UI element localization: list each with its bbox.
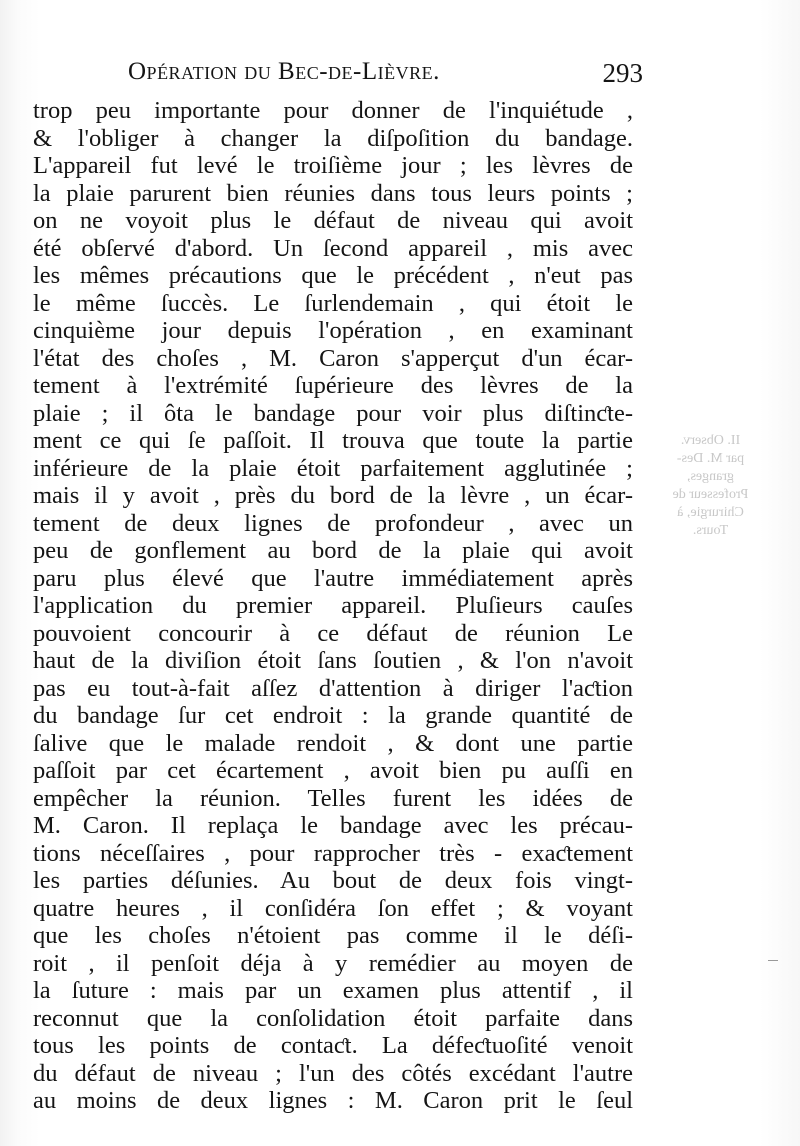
- margin-note-line: par M. Des-: [676, 451, 745, 466]
- text-line: tous les points de contaƈt. La défeƈtuoſité venoit: [33, 1032, 633, 1059]
- text-line: inférieure de la plaie étoit parfaitement agglutinée ;: [33, 454, 633, 482]
- text-line: la plaie parurent bien réunies dans tous leurs points ;: [33, 179, 633, 207]
- text-line: quatre heures , il conſidéra ſon effet ; & voyant: [33, 894, 633, 922]
- margin-note-line: Tours.: [692, 523, 729, 538]
- text-line: paſſoit par cet écartement , avoit bien pu auſſi en: [33, 757, 633, 784]
- page-header: [128, 58, 643, 98]
- text-line: tions néceſſaires , pour rapprocher très - exaƈtement: [33, 839, 633, 867]
- text-line: ment ce qui ſe paſſoit. Il trouva que toute la partie: [33, 427, 633, 454]
- text-line: du défaut de niveau ; l'un des côtés excédant l'autre: [33, 1059, 633, 1087]
- text-line: été obſervé d'abord. Un ſecond appareil , mis avec: [33, 234, 633, 262]
- text-line: tement de deux lignes de profondeur , avec un: [33, 509, 633, 537]
- text-line: L'appareil fut levé le troiſième jour ; les lèvres de: [33, 152, 633, 179]
- text-line: l'application du premier appareil. Pluſieurs cauſes: [33, 592, 633, 619]
- bleed-through-margin-note: [648, 432, 773, 540]
- text-line: on ne voyoit plus le défaut de niveau qui avoit: [33, 207, 633, 234]
- text-line: ſalive que le malade rendoit , & dont une partie: [33, 729, 633, 757]
- text-line: les parties déſunies. Au bout de deux fois vingt-: [33, 867, 633, 894]
- text-line: M. Caron. Il replaça le bandage avec les précau-: [33, 812, 633, 839]
- margin-note-line: Professeur de: [672, 487, 749, 502]
- text-line: pas eu tout-à-fait aſſez d'attention à diriger l'aƈtion: [33, 674, 633, 702]
- text-line: l'état des choſes , M. Caron s'apperçut d'un écar-: [33, 344, 633, 372]
- running-head: Opération du Bec-de-Lièvre.: [128, 58, 440, 85]
- text-line: mais il y avoit , près du bord de la lèvre , un écar-: [33, 482, 633, 509]
- margin-note-line: granges,: [686, 469, 735, 484]
- edge-mark: [768, 960, 778, 961]
- text-line: que les choſes n'étoient pas comme il le déſi-: [33, 922, 633, 949]
- page-number: 293: [602, 58, 643, 88]
- text-line: au moins de deux lignes : M. Caron prit le ſeul: [33, 1087, 633, 1114]
- text-line: tement à l'extrémité ſupérieure des lèvres de la: [33, 372, 633, 399]
- text-line: reconnut que la conſolidation étoit parfaite dans: [33, 1004, 633, 1032]
- text-line: plaie ; il ôta le bandage pour voir plus diſtinƈte-: [33, 399, 633, 427]
- text-line: & l'obliger à changer la diſpoſition du bandage.: [33, 124, 633, 152]
- text-line: les mêmes précautions que le précédent , n'eut pas: [33, 262, 633, 289]
- text-line: pouvoient concourir à ce défaut de réunion Le: [33, 619, 633, 647]
- text-line: cinquième jour depuis l'opération , en examinant: [33, 317, 633, 344]
- text-line: trop peu importante pour donner de l'inquiétude ,: [33, 97, 633, 124]
- margin-note-line: Chirurgie, à: [677, 505, 744, 520]
- body-text: [33, 97, 633, 1115]
- text-line: empêcher la réunion. Telles furent les idées de: [33, 784, 633, 812]
- text-line: haut de la diviſion étoit ſans ſoutien , & l'on n'avoit: [33, 647, 633, 674]
- text-line: peu de gonflement au bord de la plaie qui avoit: [33, 537, 633, 564]
- text-line: du bandage ſur cet endroit : la grande quantité de: [33, 702, 633, 729]
- text-line: roit , il penſoit déja à y remédier au moyen de: [33, 949, 633, 977]
- margin-note-line: II. Observ.: [680, 433, 741, 448]
- text-line: la ſuture : mais par un examen plus attentif , il: [33, 977, 633, 1004]
- text-line: le même ſuccès. Le ſurlendemain , qui étoit le: [33, 289, 633, 317]
- text-line: paru plus élevé que l'autre immédiatement après: [33, 564, 633, 592]
